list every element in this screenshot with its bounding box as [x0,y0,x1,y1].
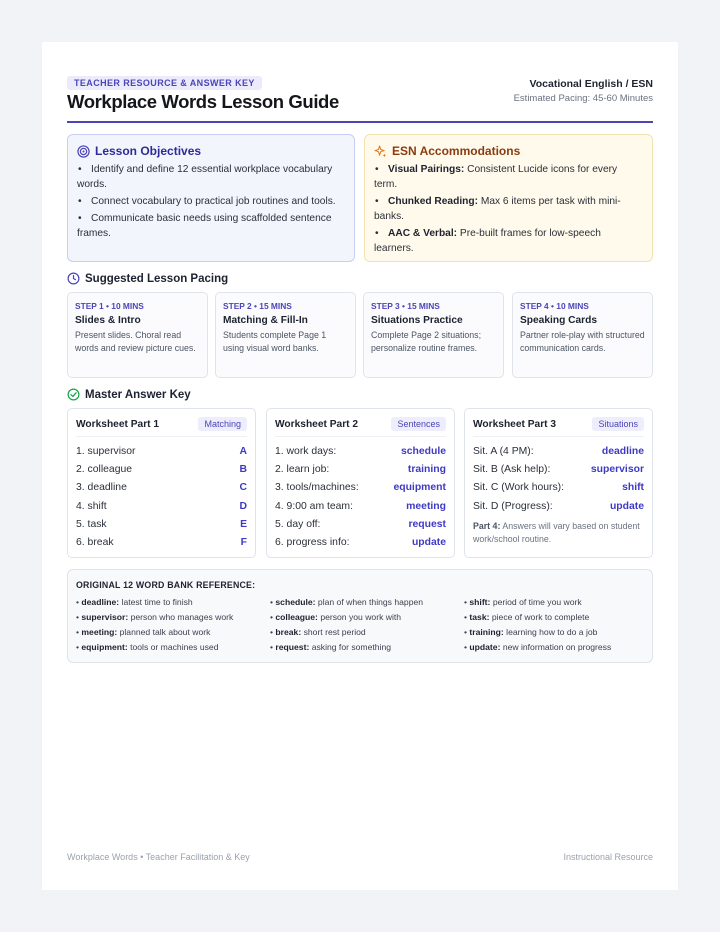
step-description: Present slides. Choral read words and review picture cues. [75,330,196,353]
worksheet-title: Worksheet Part 1 [76,418,160,430]
objective-item: • Connect vocabulary to practical job routines and tools. [78,196,336,207]
answer-row: 2. learn job: training [275,464,446,476]
worksheet-tag: Matching [198,417,247,431]
word-bank-item: • deadline: latest time to finish [76,597,193,607]
word-bank-item: • request: asking for something [270,642,391,652]
resource-badge: TEACHER RESOURCE & ANSWER KEY [67,76,262,90]
word-bank-reference [67,569,653,663]
part-4-note: Part 4: Answers will vary based on student work/school routine. [473,520,640,544]
step-title: Situations Practice [371,315,463,326]
target-icon [77,145,90,158]
word-bank-item: • equipment: tools or machines used [76,642,219,652]
header-meta [514,78,653,104]
lesson-objectives-card [67,134,355,262]
answer-row: Sit. B (Ask help): supervisor [473,464,644,476]
answer-row: Sit. A (4 PM): deadline [473,446,644,457]
sparkles-icon [374,145,387,158]
pacing-step-card [215,292,356,378]
answer-row: 6. break F [76,536,247,548]
word-bank-item: • break: short rest period [270,627,366,637]
accommodations-heading [374,144,643,158]
worksheet-header [275,417,446,437]
accommodation-item: • Visual Pairings: Consistent Lucide icons for every term. [374,164,618,190]
page-title: Workplace Words Lesson Guide [67,91,339,112]
objective-item: • Communicate basic needs using scaffolded sentence frames. [77,213,332,239]
answer-row: 5. task E [76,518,247,530]
step-label: STEP 3 • 15 MINS [371,301,440,311]
accommodation-item: • Chunked Reading: Max 6 items per task with mini-banks. [374,196,621,222]
word-bank-item: • shift: period of time you work [464,597,582,607]
word-bank-grid [76,595,644,655]
clock-icon [67,272,80,285]
worksheet-header [473,417,644,437]
step-description: Partner role-play with structured communication cards. [520,330,645,353]
step-description: Complete Page 2 situations; personalize routine frames. [371,330,482,353]
word-bank-title: ORIGINAL 12 WORD BANK REFERENCE: [76,580,256,590]
pacing-title: Suggested Lesson Pacing [85,272,229,285]
worksheet-part-1-card [67,408,256,558]
answer-row: 1. work days: schedule [275,446,446,457]
document-header [67,73,653,123]
worksheet-title: Worksheet Part 3 [473,418,557,430]
pacing-heading [67,272,228,285]
worksheet-part-3-card [464,408,653,558]
worksheet-tag: Sentences [391,417,446,431]
word-bank-item: • schedule: plan of when things happen [270,597,424,607]
pacing-step-card [67,292,208,378]
answer-row: 2. colleague B [76,464,247,476]
answer-key-heading [67,388,191,401]
page-footer [67,852,653,862]
answer-row: 3. tools/machines: equipment [275,482,446,494]
answer-row: 1. supervisor A [76,446,247,457]
footer-left: Workplace Words • Teacher Facilitation & Key [67,852,250,862]
answer-key-title: Master Answer Key [85,388,191,401]
word-bank-item: • training: learning how to do a job [464,627,598,637]
accommodation-item: • AAC & Verbal: Pre-built frames for low-speech learners. [374,228,601,254]
answer-row: 4. 9:00 am team: meeting [275,500,446,512]
word-bank-item: • update: new information on progress [464,642,612,652]
lesson-objectives-heading [77,144,345,158]
step-title: Speaking Cards [520,315,597,326]
worksheet-title: Worksheet Part 2 [275,418,359,430]
step-label: STEP 4 • 10 MINS [520,301,589,311]
step-description: Students complete Page 1 using visual word banks. [223,330,327,353]
answer-row: 6. progress info: update [275,536,446,548]
course-name: Vocational English / ESN [529,78,653,90]
objective-item: • Identify and define 12 essential workplace vocabulary words. [77,164,333,190]
step-label: STEP 2 • 15 MINS [223,301,292,311]
word-bank-item: • meeting: planned talk about work [76,627,211,637]
pacing-step-card [363,292,504,378]
answer-row: Sit. D (Progress): update [473,500,644,512]
lesson-objectives-title: Lesson Objectives [95,144,202,158]
answer-row: 4. shift D [76,500,247,512]
pacing-step-card [512,292,653,378]
step-label: STEP 1 • 10 MINS [75,301,144,311]
answer-row: 5. day off: request [275,518,446,530]
check-circle-icon [67,388,80,401]
answer-row: Sit. C (Work hours): shift [473,482,644,494]
footer-right: Instructional Resource [563,852,653,862]
worksheet-part-2-card [266,408,455,558]
step-title: Matching & Fill-In [223,315,308,326]
word-bank-item: • colleague: person you work with [270,612,402,622]
accommodations-title: ESN Accommodations [392,144,521,158]
worksheet-header [76,417,247,437]
answer-row: 3. deadline C [76,482,247,494]
word-bank-item: • supervisor: person who manages work [76,612,234,622]
page-sheet [42,42,678,890]
word-bank-item: • task: piece of work to complete [464,612,590,622]
step-title: Slides & Intro [75,315,141,326]
estimated-pacing: Estimated Pacing: 45-60 Minutes [513,93,653,104]
worksheet-tag: Situations [592,417,644,431]
esn-accommodations-card [364,134,653,262]
